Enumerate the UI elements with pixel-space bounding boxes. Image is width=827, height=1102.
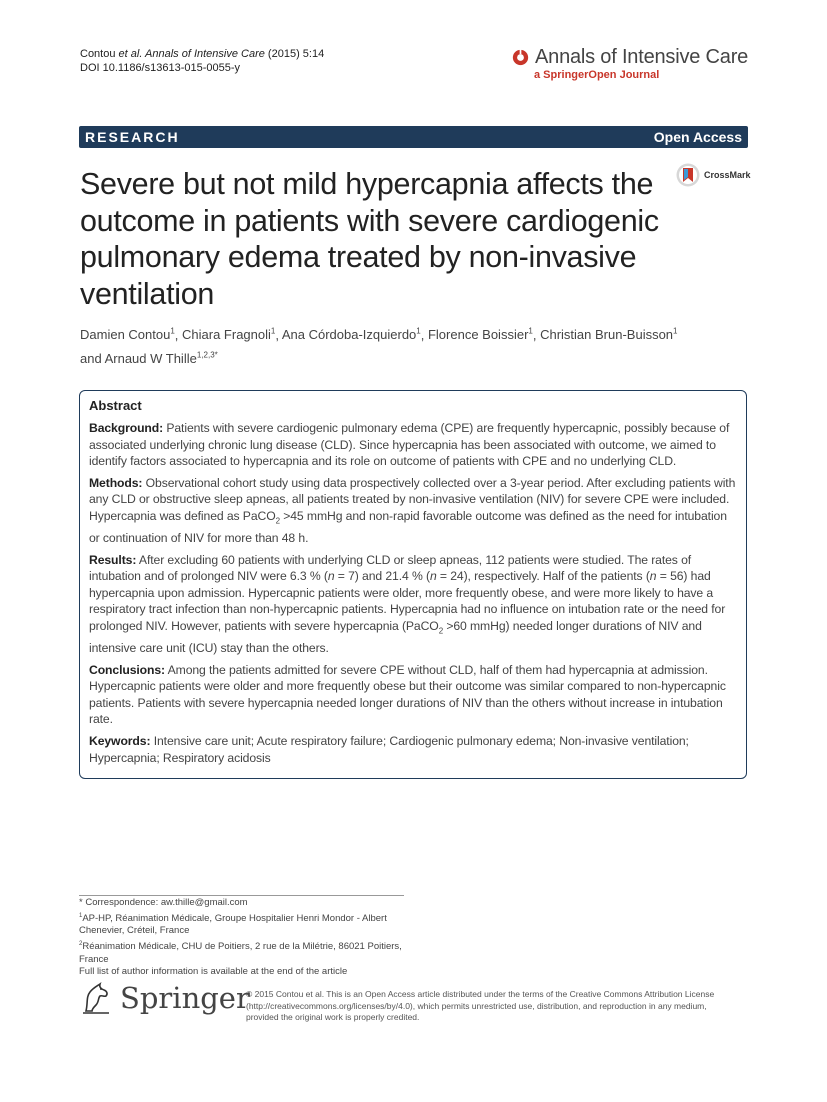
- journal-subtitle: a SpringerOpen Journal: [534, 69, 660, 81]
- footnote-divider: [79, 895, 404, 896]
- abstract-keywords: Keywords: Intensive care unit; Acute respiratory failure; Cardiogenic pulmonary edema; Non-invasive ventilation; Hypercapnia; Respiratory acidosis: [89, 733, 689, 765]
- crossmark-badge[interactable]: [676, 162, 751, 188]
- springer-horse-icon: [80, 981, 112, 1015]
- footnotes: [79, 897, 409, 979]
- abstract-box: [79, 390, 747, 779]
- author[interactable]: Christian Brun-Buisson$^1$: [540, 327, 678, 343]
- author[interactable]: Florence Boissier$^1$: [427, 327, 533, 343]
- springer-wordmark: Springer: [120, 981, 250, 1015]
- abstract-background: Background: Patients with severe cardiogenic pulmonary edema (CPE) are frequently hypercapnic, possibly because of associated underlying chronic lung disease (CLD). Since hypercapnia has been associated with outcome, we aimed to identify factors associated to hypercapnia and its role on outcome of patients with CPE and no underlying CLD.: [89, 421, 730, 469]
- citation-authors: Contou: [80, 48, 119, 60]
- abstract-results: Results: After excluding 60 patients with underlying CLD or sleep apneas, 112 patients were studied. The rates of intubation and of prolonged NIV were 6.3 % (n = 7) and 21.4 % (n = 24), respectively. Half of the patients (n = 56) had hypercapnia upon admission. Hypercapnic patients were older, more frequently obese, and were more likely to have a respiratory tract infection than non-hypercapnic patients. Hypercapnia had no influence on intubation rate or the need for prolonged NIV. However, patients with severe hypercapnia (PaCO$_2$ >60 mmHg) needed longer durations of NIV and intensive care unit (ICU) stay than the others.: [89, 552, 726, 655]
- springer-logo: [80, 981, 250, 1015]
- author[interactable]: Chiara Fragnoli$^1$: [182, 327, 276, 343]
- abstract-methods: Methods: Observational cohort study using data prospectively collected over a 3-year period. After excluding patients with any CLD or obstructive sleep apneas, all patients treated by non-invasive ventilation (NIV) for severe CPE were included. Hypercapnia was defined as PaCO$_2$ >45 mmHg and non-rapid favorable outcome was defined as the need for intubation or continuation of NIV for more than 48 h.: [89, 475, 736, 545]
- citation-year-volume: (2015) 5:14: [264, 48, 325, 60]
- license-text: © 2015 Contou et al. This is an Open Access article distributed under the terms of the Creative Commons Attribution License (http://creativecommons.org/licenses/by/4.0), which permits unrestricted use, distribution, and reproduction in any medium, provided the original work is properly credited.: [246, 989, 715, 1022]
- journal-name: Annals of Intensive Care: [535, 46, 749, 68]
- section-label: RESEARCH: [85, 129, 180, 145]
- crossmark-icon: [676, 162, 700, 188]
- full-author-info-note: Full list of author information is available at the end of the article: [79, 966, 348, 978]
- citation-block: [80, 47, 324, 75]
- citation-journal: et al. Annals of Intensive Care: [118, 48, 265, 60]
- affiliation-1: $^1$AP-HP, Réanimation Médicale, Groupe Hospitalier Henri Mondor - Albert Chenevier, Créteil, France: [79, 912, 387, 937]
- abstract-heading: Abstract: [89, 398, 142, 413]
- doi[interactable]: DOI 10.1186/s13613-015-0055-y: [80, 62, 241, 74]
- affiliation-2: $^2$Réanimation Médicale, CHU de Poitiers, 2 rue de la Milétrie, 86021 Poitiers, France: [79, 940, 402, 965]
- citation-line: [80, 47, 324, 61]
- journal-logo-icon: [512, 49, 529, 66]
- article-title: Severe but not mild hypercapnia affects the outcome in patients with severe cardiogenic pulmonary edema treated by non-invasive ventilation: [80, 167, 659, 311]
- author-list: Damien Contou$^1$, Chiara Fragnoli$^1$, Ana Córdoba-Izquierdo$^1$, Florence Boissier$^1$, Christian Brun-Buisson$^1$ and Arnaud W Thille$^{1,2,3*}$: [80, 327, 678, 366]
- correspondence[interactable]: * Correspondence: aw.thille@gmail.com: [79, 897, 248, 908]
- crossmark-label: CrossMark: [704, 170, 751, 180]
- journal-logo[interactable]: [512, 46, 752, 81]
- abstract-conclusions: Conclusions: Among the patients admitted for severe CPE without CLD, half of them had hypercapnia at admission. Hypercapnic patients were older and more frequently obese but their outcome was similar compared to non-hypercapnic patients. Patients with severe hypercapnia needed longer durations of NIV than the others without increase in intubation rate.: [89, 662, 726, 727]
- author[interactable]: Ana Córdoba-Izquierdo$^1$: [281, 327, 421, 343]
- author[interactable]: Damien Contou$^1$: [80, 327, 175, 343]
- article-type-banner: [79, 126, 748, 148]
- author[interactable]: and Arnaud W Thille$^{1,2,3*}$: [80, 350, 218, 366]
- open-access-label: Open Access: [653, 129, 742, 145]
